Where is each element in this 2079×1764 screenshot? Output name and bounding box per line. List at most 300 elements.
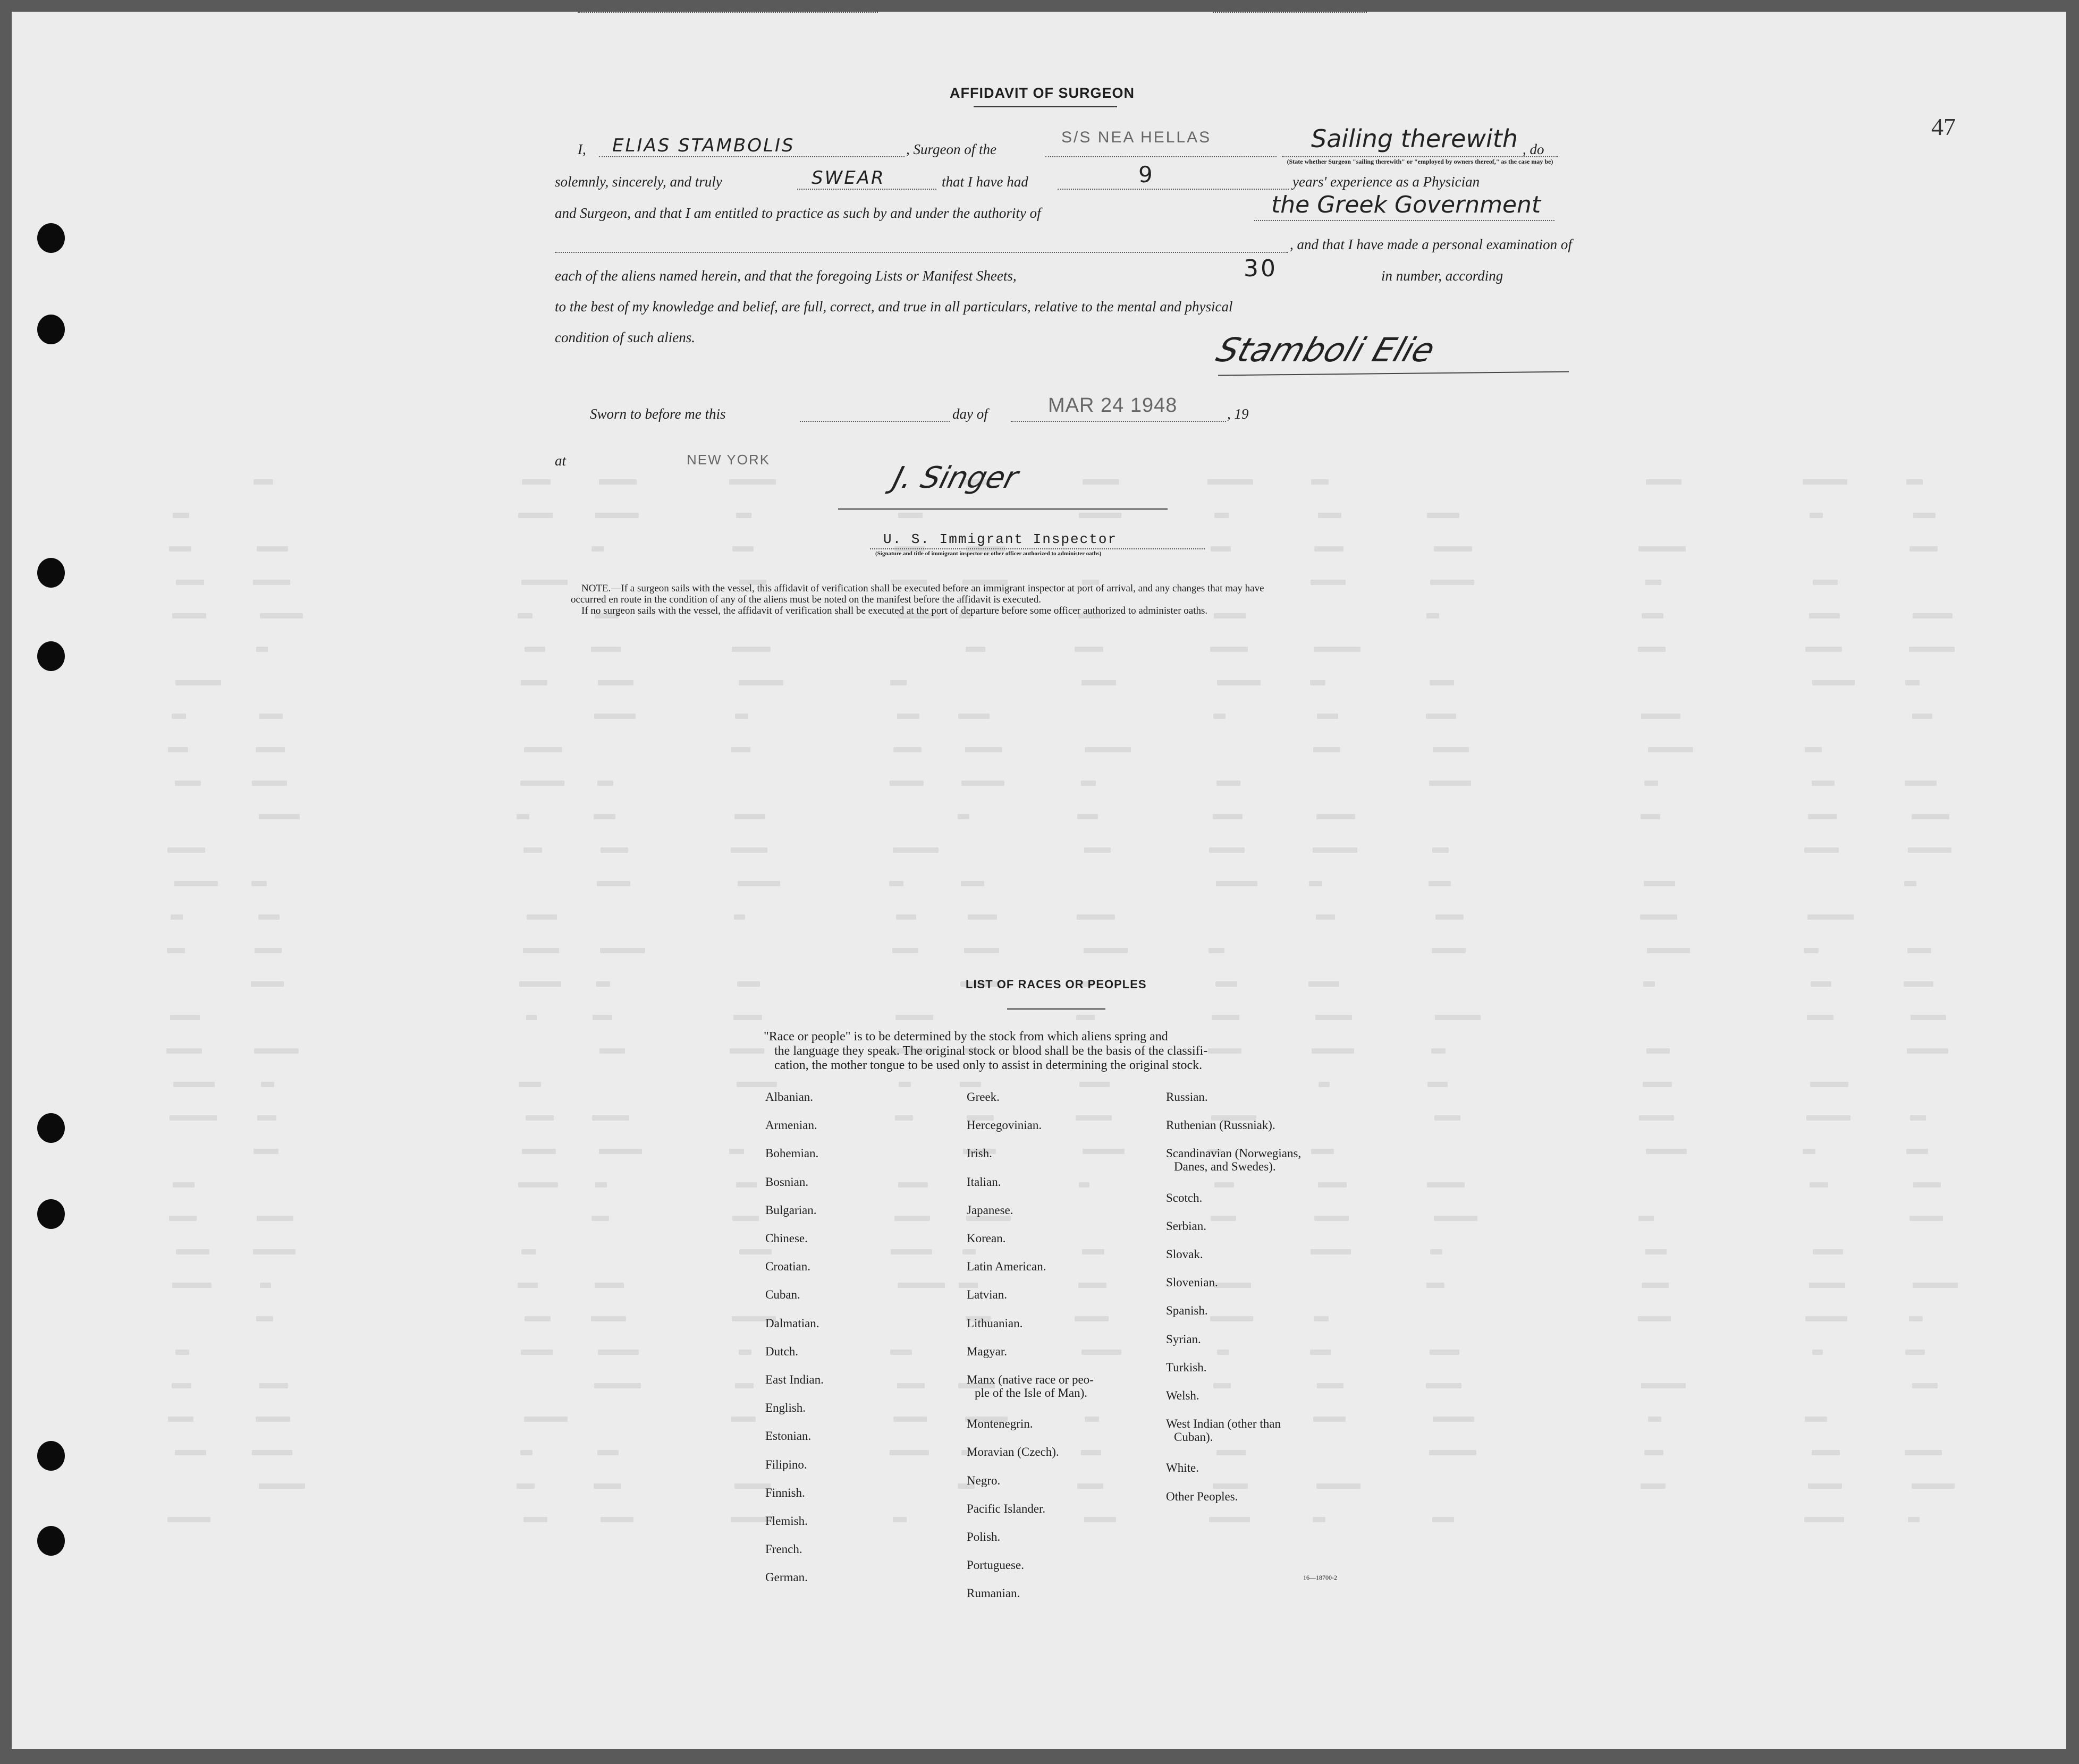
bleed-mark	[596, 981, 610, 987]
bleed-mark	[1317, 714, 1338, 719]
oath-word: SWEAR	[812, 167, 885, 189]
bleed-mark	[253, 1249, 295, 1254]
bleed-mark	[1214, 613, 1246, 618]
bleed-mark	[1810, 1082, 1848, 1087]
bleed-mark	[526, 1015, 537, 1020]
bleed-mark	[1809, 1283, 1845, 1288]
inspector-signature: J. Singer	[889, 461, 1022, 495]
bleed-mark	[890, 680, 907, 685]
bleed-mark	[733, 1015, 762, 1020]
bleed-mark	[1314, 1316, 1329, 1321]
bleed-mark	[1077, 1483, 1103, 1489]
bleed-mark	[1429, 1450, 1476, 1455]
bleed-mark	[1642, 1283, 1669, 1288]
bleed-mark	[1429, 881, 1451, 886]
at-label: at	[555, 453, 567, 469]
bleed-mark	[1646, 1048, 1670, 1054]
bleed-mark	[731, 747, 750, 752]
bleed-mark	[520, 1450, 533, 1455]
race-entry: Slovak.	[1166, 1248, 1203, 1261]
bleed-mark	[591, 546, 604, 552]
bleed-mark	[1314, 647, 1360, 652]
race-entry: Spanish.	[1166, 1304, 1208, 1318]
bleed-mark	[730, 1048, 764, 1054]
bleed-mark	[1638, 1216, 1654, 1221]
bleed-mark	[896, 914, 916, 920]
bleed-mark	[171, 914, 183, 920]
sailing-status-line	[1282, 156, 1558, 157]
bleed-mark	[1906, 1149, 1928, 1154]
bleed-mark	[739, 1350, 751, 1355]
bleed-mark	[1314, 1216, 1349, 1221]
bleed-mark	[598, 1350, 639, 1355]
bleed-mark	[521, 1249, 536, 1254]
bleed-mark	[897, 714, 919, 719]
bleed-mark	[601, 1517, 633, 1522]
bleed-mark	[167, 948, 185, 953]
bleed-mark	[736, 1182, 757, 1188]
bleed-mark	[895, 1115, 913, 1121]
bleed-mark	[523, 948, 559, 953]
bleed-mark	[965, 747, 1002, 752]
page-number: 47	[1931, 113, 1956, 140]
race-entry: Estonian.	[765, 1429, 812, 1443]
bleed-mark	[1803, 1149, 1815, 1154]
bleed-mark	[1429, 781, 1471, 786]
bleed-mark	[1214, 1283, 1251, 1288]
bleed-mark	[729, 1149, 744, 1154]
bleed-mark	[1643, 1082, 1672, 1087]
race-entry: French.	[765, 1542, 802, 1556]
bleed-mark	[1078, 1283, 1106, 1288]
bleed-mark	[518, 613, 533, 618]
bleed-mark	[1908, 847, 1951, 853]
bleed-mark	[1079, 1182, 1089, 1188]
surgeon-of-label: , Surgeon of the	[906, 141, 996, 157]
bleed-mark	[1640, 914, 1677, 920]
binder-hole	[37, 558, 65, 588]
bleed-mark	[175, 680, 221, 685]
bleed-mark	[521, 580, 568, 585]
bleed-mark	[1909, 546, 1938, 552]
bleed-mark	[1810, 513, 1823, 518]
bleed-mark	[1641, 714, 1680, 719]
bleed-mark	[1812, 1350, 1823, 1355]
bleed-mark	[256, 1417, 290, 1422]
bleed-mark	[519, 981, 561, 987]
word-i: I,	[578, 141, 586, 157]
bleed-mark	[1426, 1283, 1444, 1288]
years-line	[1058, 189, 1289, 190]
binder-hole	[37, 1526, 65, 1556]
bleed-mark	[1638, 546, 1686, 552]
solemnly-label: solemnly, sincerely, and truly	[555, 174, 722, 190]
bleed-mark	[254, 1048, 299, 1054]
bleed-mark	[1432, 847, 1449, 853]
bleed-mark	[594, 1483, 621, 1489]
bleed-mark	[1913, 513, 1936, 518]
bleed-mark	[522, 479, 551, 485]
race-entry: Dalmatian.	[765, 1316, 819, 1330]
and-that-label: , and that I have made a personal examination of	[1290, 236, 1572, 252]
bleed-mark	[1804, 847, 1839, 853]
bleed-mark	[958, 814, 969, 819]
bleed-mark	[591, 647, 621, 652]
bleed-mark	[520, 781, 564, 786]
race-entry: Hercegovinian.	[967, 1118, 1042, 1132]
bleed-mark	[1904, 881, 1916, 886]
bleed-mark	[1644, 881, 1675, 886]
race-entry: Italian.	[967, 1175, 1001, 1189]
race-entry: Negro.	[967, 1473, 1001, 1487]
sailing-status-note: (State whether Surgeon "sailing therewith" or "employed by owners thereof," as the case may be)	[1287, 158, 1553, 165]
bleed-mark	[521, 1350, 553, 1355]
races-title-rule	[1007, 1008, 1105, 1010]
bleed-mark	[167, 847, 205, 853]
inspector-caption: (Signature and title of immigrant inspector or other officer authorized to administer oaths)	[875, 550, 1102, 557]
years-experience-label: years' experience as a Physician	[1292, 174, 1480, 190]
bleed-mark	[890, 781, 924, 786]
bleed-mark	[594, 714, 636, 719]
race-entry: Portuguese.	[967, 1558, 1024, 1572]
bleed-mark	[523, 847, 542, 853]
bleed-mark	[1083, 1149, 1125, 1154]
bleed-mark	[521, 680, 547, 685]
bleed-mark	[1644, 1450, 1663, 1455]
bleed-mark	[1813, 580, 1838, 585]
race-entry: Polish.	[967, 1530, 1001, 1544]
bleed-mark	[251, 881, 267, 886]
race-entry: Lithuanian.	[967, 1316, 1023, 1330]
bleed-mark	[1908, 1517, 1920, 1522]
bleed-mark	[731, 1417, 756, 1422]
bleed-mark	[1082, 1249, 1104, 1254]
bleed-mark	[1803, 479, 1847, 485]
bleed-mark	[1434, 1115, 1460, 1121]
race-entry: Magyar.	[967, 1344, 1008, 1358]
bleed-mark	[1084, 1517, 1116, 1522]
bleed-mark	[1316, 814, 1355, 819]
bleed-mark	[1426, 613, 1439, 618]
note-line-3: If no surgeon sails with the vessel, the affidavit of verification shall be executed at the port of departure before some officer authorized to administer oaths.	[581, 605, 1208, 616]
bleed-mark	[1906, 479, 1923, 485]
bleed-mark	[255, 948, 282, 953]
sheet-count-line	[1213, 12, 1367, 13]
bleed-mark	[1210, 1316, 1253, 1321]
title-rule	[974, 106, 1117, 107]
inspector-title-line	[870, 548, 1205, 549]
bleed-mark	[1217, 1350, 1229, 1355]
race-entry: Chinese.	[765, 1232, 808, 1245]
sworn-label: Sworn to before me this	[590, 406, 726, 422]
surgeon-name: ELIAS STAMBOLIS	[612, 135, 795, 156]
bleed-mark	[1641, 1383, 1686, 1388]
bleed-mark	[898, 1283, 945, 1288]
and-surgeon-label: and Surgeon, and that I am entitled to practice as such by and under the authority of	[555, 205, 1041, 221]
bleed-mark	[519, 1082, 541, 1087]
bleed-mark	[1909, 1316, 1923, 1321]
condition-label: condition of such aliens.	[555, 329, 695, 345]
bleed-mark	[526, 1115, 554, 1121]
bleed-mark	[600, 948, 645, 953]
bleed-mark	[1083, 479, 1119, 485]
bleed-mark	[1316, 914, 1335, 920]
bleed-mark	[739, 1249, 772, 1254]
bleed-mark	[893, 747, 922, 752]
bleed-mark	[175, 1350, 189, 1355]
bleed-mark	[260, 1283, 271, 1288]
bleed-mark	[172, 1283, 212, 1288]
bleed-mark	[1213, 1383, 1231, 1388]
bleed-mark	[1648, 747, 1693, 752]
bleed-mark	[1433, 1417, 1474, 1422]
affidavit-title: AFFIDAVIT OF SURGEON	[950, 85, 1135, 101]
bleed-mark	[890, 1450, 929, 1455]
bleed-mark	[594, 814, 615, 819]
bleed-mark	[1905, 1450, 1942, 1455]
bleed-mark	[172, 714, 186, 719]
bleed-mark	[259, 1383, 288, 1388]
races-intro-line-3: cation, the mother tongue to be used only to assist in determining the original stock.	[774, 1058, 1203, 1072]
bleed-mark	[169, 546, 191, 552]
race-entry: Serbian.	[1166, 1219, 1207, 1233]
bleed-mark	[1430, 580, 1474, 585]
race-entry: English.	[765, 1401, 806, 1415]
bleed-mark	[1308, 981, 1339, 987]
bleed-mark	[732, 1216, 759, 1221]
bleed-mark	[1075, 647, 1103, 652]
bleed-mark	[259, 1483, 305, 1489]
bleed-mark	[1648, 1417, 1661, 1422]
bleed-mark	[731, 847, 767, 853]
bleed-mark	[175, 1450, 206, 1455]
bleed-mark	[1647, 948, 1690, 953]
bleed-mark	[1435, 914, 1464, 920]
bleed-mark	[1808, 1483, 1842, 1489]
vessel-name: S/S NEA HELLAS	[1061, 129, 1212, 146]
sheet-count: 30	[1244, 255, 1278, 282]
bleed-mark	[1911, 1015, 1946, 1020]
bleed-mark	[1208, 1048, 1241, 1054]
bleed-mark	[176, 580, 204, 585]
race-entry: Turkish.	[1166, 1360, 1207, 1374]
bleed-mark	[251, 981, 284, 987]
bleed-mark	[1310, 680, 1325, 685]
bleed-mark	[1431, 1048, 1446, 1054]
bleed-mark	[899, 1082, 911, 1087]
bleed-mark	[898, 513, 923, 518]
bleed-mark	[1076, 1015, 1095, 1020]
bleed-mark	[172, 613, 206, 618]
bleed-mark	[518, 1283, 538, 1288]
race-entry: Latvian.	[967, 1288, 1007, 1302]
bleed-mark	[1433, 747, 1469, 752]
bleed-mark	[1426, 1383, 1461, 1388]
bleed-mark	[1810, 1182, 1828, 1188]
bleed-mark	[1318, 1182, 1347, 1188]
bleed-mark	[1214, 1182, 1234, 1188]
note-line-1: NOTE.—If a surgeon sails with the vessel, this affidavit of verification shall be executed before an immigrant inspector at port of arrival, and any changes that may have	[581, 583, 1264, 594]
bleed-mark	[1314, 546, 1343, 552]
bleed-mark	[1313, 1517, 1325, 1522]
bleed-mark	[1909, 647, 1955, 652]
bleed-mark	[1432, 948, 1466, 953]
bleed-mark	[591, 1316, 626, 1321]
bleed-mark	[890, 1350, 912, 1355]
bleed-mark	[1805, 1316, 1847, 1321]
bleed-mark	[893, 1417, 927, 1422]
bleed-mark	[729, 479, 776, 485]
bleed-mark	[252, 781, 287, 786]
bleed-mark	[1432, 1517, 1454, 1522]
bleed-mark	[1213, 714, 1226, 719]
bleed-mark	[1209, 1517, 1250, 1522]
authority-continuation-line	[555, 252, 1288, 253]
in-number-label: in number, according	[1381, 268, 1503, 284]
bleed-mark	[1913, 1283, 1958, 1288]
bleed-mark	[1804, 948, 1819, 953]
bleed-mark	[601, 847, 628, 853]
bleed-mark	[738, 881, 780, 886]
race-entry: Filipino.	[765, 1457, 807, 1471]
bleed-mark	[169, 1216, 197, 1221]
bleed-mark	[737, 1082, 777, 1087]
bleed-mark	[1313, 847, 1357, 853]
bleed-mark	[597, 1450, 619, 1455]
bleed-mark	[1430, 680, 1454, 685]
bleed-mark	[1215, 981, 1237, 987]
bleed-mark	[1905, 1350, 1925, 1355]
bleed-mark	[1427, 513, 1459, 518]
binder-hole	[37, 1113, 65, 1143]
bleed-mark	[170, 1115, 217, 1121]
bleed-mark	[1806, 1115, 1850, 1121]
bleed-mark	[260, 613, 303, 618]
bleed-mark	[959, 1283, 978, 1288]
bleed-mark	[1079, 1082, 1110, 1087]
races-title: LIST OF RACES OR PEOPLES	[966, 978, 1147, 991]
bleed-mark	[892, 948, 918, 953]
bleed-mark	[168, 747, 188, 752]
bleed-mark	[259, 814, 300, 819]
bleed-mark	[523, 1517, 547, 1522]
bleed-mark	[524, 747, 562, 752]
bleed-mark	[176, 1249, 209, 1254]
bleed-mark	[1077, 914, 1115, 920]
bleed-mark	[256, 1316, 273, 1321]
bleed-mark	[1642, 613, 1663, 618]
bleed-mark	[1209, 847, 1245, 853]
bleed-mark	[1912, 714, 1932, 719]
race-entry: Moravian (Czech).	[967, 1445, 1059, 1459]
bleed-mark	[1909, 1216, 1943, 1221]
bleed-mark	[1646, 1149, 1687, 1154]
race-entry: Cuban).	[1174, 1430, 1213, 1444]
race-entry: Albanian.	[765, 1090, 814, 1104]
bleed-mark	[259, 714, 283, 719]
bleed-mark	[1212, 1015, 1239, 1020]
place-line	[578, 12, 878, 13]
document-sheet	[12, 12, 2066, 1749]
bleed-mark	[897, 1383, 925, 1388]
bleed-mark	[1904, 981, 1933, 987]
binder-hole	[37, 641, 65, 671]
bleed-mark	[1081, 1350, 1121, 1355]
bleed-mark	[893, 1517, 907, 1522]
race-entry: Scandinavian (Norwegians,	[1166, 1147, 1302, 1160]
bleed-mark	[518, 1182, 558, 1188]
do-label: , do	[1523, 141, 1544, 157]
race-entry: Danes, and Swedes).	[1174, 1160, 1276, 1174]
year-prefix-label: , 19	[1227, 406, 1249, 422]
bleed-mark	[252, 1450, 292, 1455]
race-entry: West Indian (other than	[1166, 1417, 1281, 1431]
race-entry: German.	[765, 1571, 808, 1584]
surgeon-name-line	[599, 156, 905, 157]
bleed-mark	[1426, 714, 1456, 719]
bleed-mark	[1084, 847, 1111, 853]
bleed-mark	[1081, 1450, 1101, 1455]
races-intro-line-2: the language they speak. The original stock or blood shall be the basis of the classifi-	[774, 1044, 1208, 1058]
bleed-mark	[1075, 1316, 1109, 1321]
bleed-mark	[1807, 914, 1854, 920]
sworn-date-line	[1011, 421, 1226, 422]
bleed-mark	[1210, 647, 1248, 652]
race-entry: Bohemian.	[765, 1147, 819, 1160]
bleed-mark	[1217, 680, 1261, 685]
bleed-mark	[1645, 580, 1661, 585]
bleed-mark	[1641, 1483, 1666, 1489]
bleed-mark	[891, 1249, 932, 1254]
bleed-mark	[1081, 781, 1096, 786]
race-entry: ple of the Isle of Man).	[975, 1386, 1088, 1400]
bleed-mark	[1912, 814, 1949, 819]
bleed-mark	[737, 981, 760, 987]
bleed-mark	[1213, 1483, 1248, 1489]
bleed-mark	[1081, 680, 1116, 685]
bleed-mark	[597, 781, 613, 786]
bleed-mark	[1216, 1450, 1246, 1455]
bleed-mark	[1638, 647, 1666, 652]
race-entry: Slovenian.	[1166, 1276, 1218, 1290]
years-value: 9	[1138, 162, 1153, 188]
bleed-mark	[1311, 479, 1329, 485]
bleed-mark	[889, 881, 903, 886]
bleed-mark	[253, 479, 273, 485]
bleed-mark	[961, 781, 1004, 786]
bleed-mark	[735, 1383, 754, 1388]
bleed-mark	[597, 881, 630, 886]
race-entry: Scotch.	[1166, 1191, 1203, 1205]
bleed-mark	[732, 546, 754, 552]
bleed-mark	[524, 1417, 568, 1422]
race-entry: Russian.	[1166, 1090, 1208, 1104]
bleed-mark	[525, 647, 545, 652]
bleed-mark	[894, 1216, 930, 1221]
bleed-mark	[172, 1383, 191, 1388]
race-entry: Japanese.	[967, 1203, 1013, 1217]
bleed-mark	[1912, 1383, 1938, 1388]
bleed-mark	[1639, 1115, 1674, 1121]
bleed-mark	[595, 1283, 624, 1288]
race-entry: Pacific Islander.	[967, 1502, 1046, 1515]
bleed-mark	[1804, 1517, 1844, 1522]
bleed-mark	[527, 914, 557, 920]
inspector-title: U. S. Immigrant Inspector	[883, 531, 1118, 547]
bleed-mark	[173, 1082, 215, 1087]
race-entry: Greek.	[967, 1090, 1000, 1104]
sworn-day-line	[800, 421, 950, 422]
